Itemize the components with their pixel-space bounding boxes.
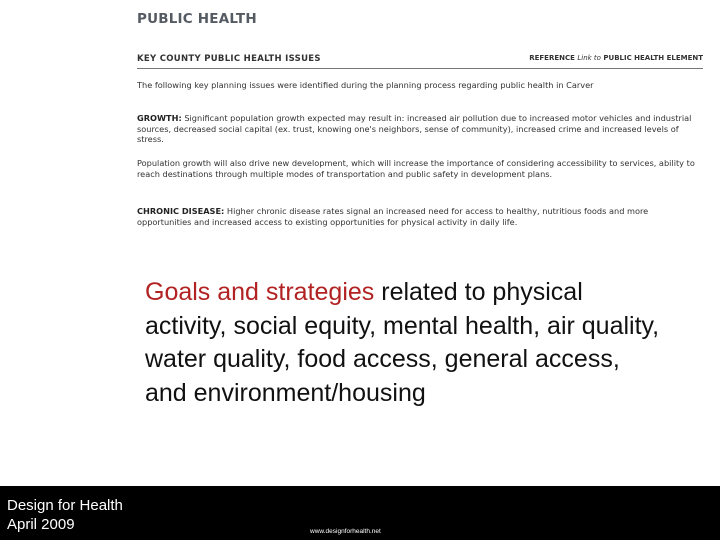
slide-body-rest: related to physical activity, social equity, mental health, air quality, water quality, food access, general access, and environment/housing [145, 278, 660, 407]
population-paragraph: Population growth will also drive new development, which will increase the importance of considering accessibility to services, ability to reach destinations through multiple modes of transportation and public safety in development plans. [137, 158, 695, 179]
document-heading: PUBLIC HEALTH [137, 11, 257, 27]
chronic-disease-text: Higher chronic disease rates signal an increased need for access to healthy, nutritious foods and more opportunities and increased access to existing opportunities for physical activity in daily life. [137, 206, 649, 227]
footer-url-link[interactable]: www.designforhealth.net [310, 528, 381, 535]
growth-label: GROWTH: [137, 113, 182, 123]
slide-body-text [145, 276, 665, 410]
chronic-disease-paragraph [137, 206, 703, 227]
document-excerpt [128, 0, 712, 238]
reference-prefix: REFERENCE [529, 54, 578, 62]
footer-credit [7, 496, 123, 534]
footer-org: Design for Health [7, 497, 123, 514]
intro-paragraph: The following key planning issues were identified during the planning process regarding public health in Carver [137, 80, 594, 90]
reference-link[interactable] [529, 54, 703, 62]
footer-date: April 2009 [7, 516, 75, 533]
growth-text: Significant population growth expected may result in: increased air pollution due to increased motor vehicles and industrial sources, decreased social capital (ex. trust, knowing one's neighbors, sense of community), increased crime and increased levels of stress. [137, 113, 692, 144]
chronic-disease-label: CHRONIC DISEASE: [137, 206, 225, 216]
growth-paragraph [137, 113, 703, 145]
footer-bar [0, 486, 720, 540]
slide-accent-text: Goals and strategies [145, 278, 375, 306]
reference-link-text: Link to [577, 54, 601, 62]
document-subheader [137, 54, 703, 69]
document-subtitle: KEY COUNTY PUBLIC HEALTH ISSUES [137, 54, 321, 64]
reference-suffix: PUBLIC HEALTH ELEMENT [600, 54, 703, 62]
